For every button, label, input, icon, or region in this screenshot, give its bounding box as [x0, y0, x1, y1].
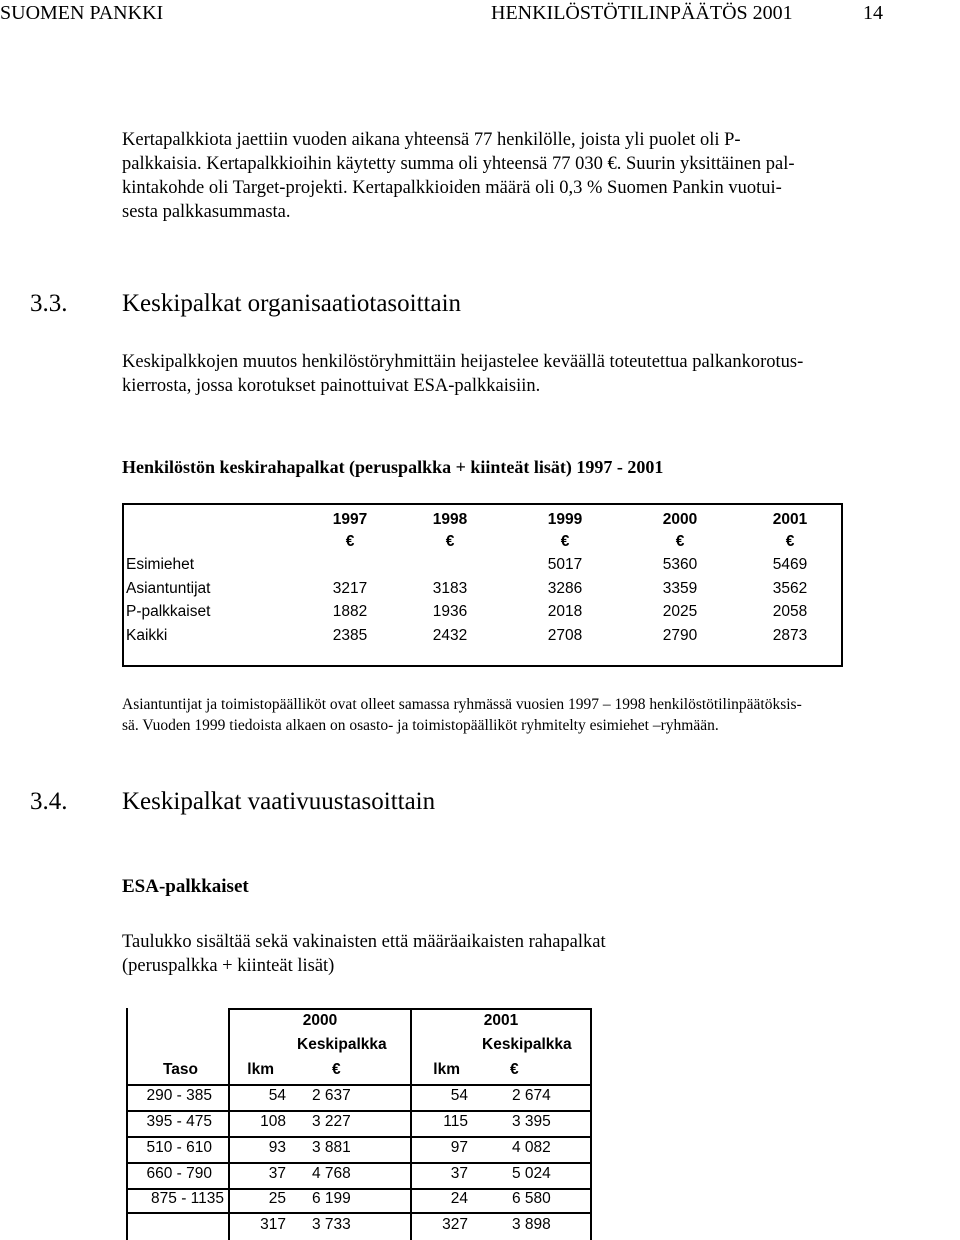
total-cell: 317 [260, 1216, 286, 1233]
table-cell: 2790 [662, 627, 698, 644]
paragraph-line: Taulukko sisältää sekä vakinaisten että määräaikaisten rahapalkat [122, 932, 606, 952]
paragraph-line: sesta palkkasummasta. [122, 202, 291, 222]
currency-symbol: € [345, 533, 355, 550]
column-header: lkm [433, 1061, 460, 1078]
table2-year: 2000 [302, 1012, 338, 1029]
note-line: sä. Vuoden 1999 tiedoista alkaen on osasto- ja toimistopäälliköt ryhmitelty esimiehet –ryhmään. [122, 717, 719, 734]
table-cell: 25 [268, 1190, 286, 1207]
table1-year: 1997 [332, 511, 368, 528]
row-label: Kaikki [126, 627, 168, 644]
currency-symbol: € [785, 533, 795, 550]
esa-heading: ESA-palkkaiset [122, 876, 249, 897]
table-cell: 1936 [432, 603, 468, 620]
table-cell: 3359 [662, 580, 698, 597]
table-cell: 54 [450, 1087, 468, 1104]
table1-title: Henkilöstön keskirahapalkat (peruspalkka + kiinteät lisät) 1997 - 2001 [122, 457, 664, 477]
paragraph-line: kierrosta, jossa korotukset painottuivat ESA-palkkaisiin. [122, 376, 541, 396]
table-cell: 37 [450, 1165, 468, 1182]
table-cell: 2025 [662, 603, 698, 620]
table-rule [126, 1136, 592, 1138]
currency-symbol: € [445, 533, 455, 550]
total-cell: 3 898 [512, 1216, 551, 1233]
table-cell: 24 [450, 1190, 468, 1207]
table-cell: 510 - 610 [146, 1139, 212, 1156]
table-rule [126, 1110, 592, 1112]
currency-symbol: € [675, 533, 685, 550]
table-cell: 3 881 [312, 1139, 351, 1156]
table-cell: 875 - 1135 [151, 1190, 224, 1207]
total-cell: 3 733 [312, 1216, 351, 1233]
paragraph-line: Kertapalkkiota jaettiin vuoden aikana yhteensä 77 henkilölle, joista yli puolet oli P- [122, 130, 741, 150]
table-rule [126, 1162, 592, 1164]
table-rule [126, 1084, 592, 1086]
table-cell: 3217 [332, 580, 368, 597]
section-number: 3.3. [30, 290, 68, 317]
table1-year: 1998 [432, 511, 468, 528]
header-page-number: 14 [863, 2, 883, 24]
table-cell: 5017 [547, 556, 583, 573]
column-header: Taso [162, 1061, 198, 1078]
table-cell: 115 [443, 1113, 468, 1130]
table-cell: 5469 [772, 556, 808, 573]
paragraph-line: Keskipalkkojen muutos henkilöstöryhmittäin heijastelee keväällä toteutettua palkankorotus- [122, 352, 804, 372]
section-title: Keskipalkat vaativuustasoittain [122, 788, 436, 815]
currency-symbol: € [332, 1061, 341, 1078]
table-cell: 3286 [547, 580, 583, 597]
table-cell: 2708 [547, 627, 583, 644]
table2-year: 2001 [483, 1012, 519, 1029]
total-cell: 327 [442, 1216, 468, 1233]
table-cell: 395 - 475 [146, 1113, 212, 1130]
table-cell: 3183 [432, 580, 468, 597]
row-label: P-palkkaiset [126, 603, 211, 620]
header-title: HENKILÖSTÖTILINPÄÄTÖS 2001 [491, 2, 793, 24]
table1-year: 2000 [662, 511, 698, 528]
table-cell: 6 199 [312, 1190, 351, 1207]
table-rule [126, 1212, 592, 1214]
column-header: Keskipalkka [482, 1036, 572, 1053]
table-cell: 54 [268, 1087, 286, 1104]
table-rule [590, 1008, 592, 1240]
paragraph-line: (peruspalkka + kiinteät lisät) [122, 956, 335, 976]
table-cell: 3 395 [512, 1113, 551, 1130]
table-cell: 108 [260, 1113, 286, 1130]
row-label: Esimiehet [126, 556, 195, 573]
table-cell: 290 - 385 [146, 1087, 212, 1104]
table-cell: 97 [450, 1139, 468, 1156]
table-cell: 1882 [332, 603, 368, 620]
table-cell: 2 674 [512, 1087, 551, 1104]
table-cell: 3 227 [312, 1113, 351, 1130]
table-cell: 2058 [772, 603, 808, 620]
table-cell: 2385 [332, 627, 368, 644]
currency-symbol: € [560, 533, 570, 550]
table-cell: 2873 [772, 627, 808, 644]
table-cell: 93 [268, 1139, 286, 1156]
row-label: Asiantuntijat [126, 580, 211, 597]
note-line: Asiantuntijat ja toimistopäälliköt ovat olleet samassa ryhmässä vuosien 1997 – 1998 henkilöstötilinpäätöksis- [122, 696, 802, 713]
table-cell: 3562 [772, 580, 808, 597]
table-cell: 4 768 [312, 1165, 351, 1182]
paragraph-line: kintakohde oli Target-projekti. Kertapalkkioiden määrä oli 0,3 % Suomen Pankin vuotui- [122, 178, 782, 198]
table-cell: 37 [268, 1165, 286, 1182]
table-cell: 2018 [547, 603, 583, 620]
column-header: lkm [247, 1061, 274, 1078]
section-number: 3.4. [30, 788, 68, 815]
table-cell: 5360 [662, 556, 698, 573]
table-cell: 5 024 [512, 1165, 551, 1182]
table-cell: 2 637 [312, 1087, 351, 1104]
currency-symbol: € [510, 1061, 519, 1078]
section-title: Keskipalkat organisaatiotasoittain [122, 290, 462, 317]
table-cell: 2432 [432, 627, 468, 644]
header-org: SUOMEN PANKKI [0, 2, 164, 24]
table-cell: 6 580 [512, 1190, 551, 1207]
column-header: Keskipalkka [297, 1036, 387, 1053]
table-cell: 4 082 [512, 1139, 551, 1156]
table1-year: 1999 [547, 511, 583, 528]
table1-year: 2001 [772, 511, 808, 528]
paragraph-line: palkkaisia. Kertapalkkioihin käytetty summa oli yhteensä 77 030 €. Suurin yksittäinen pal- [122, 154, 795, 174]
table-cell: 660 - 790 [146, 1165, 212, 1182]
